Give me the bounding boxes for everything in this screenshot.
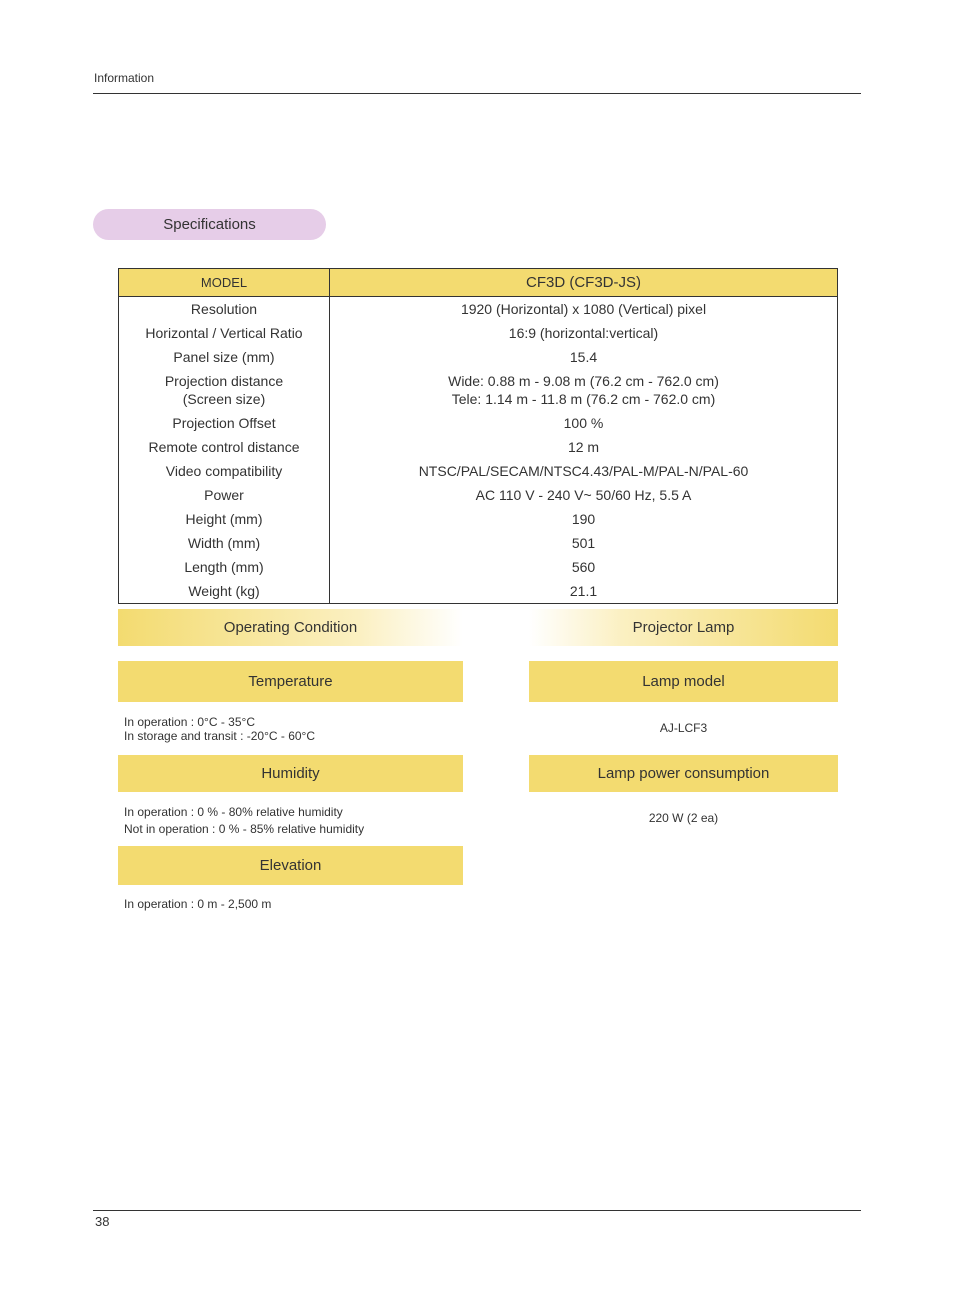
projector-lamp-heading — [529, 609, 838, 646]
table-row — [119, 369, 838, 411]
lamp-model-title: Lamp model — [642, 673, 725, 690]
spec-label-cell — [119, 507, 330, 531]
spec-label-cell — [119, 579, 330, 604]
table-row — [119, 555, 838, 579]
spec-value-cell — [330, 483, 838, 507]
table-row — [119, 579, 838, 604]
header-section-label: Information — [94, 71, 155, 85]
temperature-notes — [124, 715, 315, 743]
spec-value-cell — [330, 435, 838, 459]
spec-label: Video compatibility — [165, 463, 283, 479]
section-title-pill — [93, 209, 326, 240]
specifications-table — [118, 268, 838, 604]
table-row — [119, 435, 838, 459]
table-row — [119, 411, 838, 435]
spec-value: AC 110 V - 240 V~ 50/60 Hz, 5.5 A — [475, 487, 692, 503]
spec-label-cell — [119, 369, 330, 411]
table-row — [119, 507, 838, 531]
model-value: CF3D (CF3D-JS) — [330, 269, 838, 297]
page-number: 38 — [95, 1214, 110, 1229]
spec-value-cell — [330, 555, 838, 579]
lamp-model-heading — [529, 661, 838, 702]
spec-value: NTSC/PAL/SECAM/NTSC4.43/PAL-M/PAL-N/PAL-60 — [418, 463, 749, 479]
table-row — [119, 321, 838, 345]
spec-label: (Screen size) — [182, 391, 266, 407]
spec-value: 100 % — [563, 415, 604, 431]
spec-label-cell — [119, 483, 330, 507]
spec-value: 21.1 — [569, 583, 598, 599]
spec-value-cell — [330, 531, 838, 555]
projector-lamp-title: Projector Lamp — [632, 619, 735, 636]
elevation-notes — [124, 897, 271, 911]
spec-value-cell — [330, 369, 838, 411]
elevation-title: Elevation — [259, 857, 322, 874]
temperature-line: In storage and transit : -20°C - 60°C — [124, 729, 316, 743]
table-row — [119, 531, 838, 555]
spec-value-cell — [330, 507, 838, 531]
humidity-heading — [118, 755, 463, 792]
spec-label: Horizontal / Vertical Ratio — [145, 325, 303, 341]
elevation-line: In operation : 0 m - 2,500 m — [124, 897, 272, 911]
lamp-power-heading — [529, 755, 838, 792]
specifications-rows — [119, 297, 838, 604]
spec-value: 1920 (Horizontal) x 1080 (Vertical) pixel — [460, 301, 707, 317]
spec-value: 560 — [571, 559, 596, 575]
table-row — [119, 345, 838, 369]
spec-value-cell — [330, 297, 838, 322]
spec-label: Projection distance — [164, 373, 284, 389]
operating-condition-title: Operating Condition — [223, 619, 358, 636]
spec-value-cell — [330, 345, 838, 369]
spec-value: 501 — [571, 535, 596, 551]
temperature-line: In operation : 0°C - 35°C — [124, 715, 255, 729]
spec-value: 12 m — [567, 439, 600, 455]
spec-value: Wide: 0.88 m - 9.08 m (76.2 cm - 762.0 cm) — [448, 373, 719, 389]
spec-label: Remote control distance — [148, 439, 300, 455]
spec-label: Resolution — [190, 301, 258, 317]
spec-label-cell — [119, 555, 330, 579]
footer-divider — [93, 1210, 861, 1211]
table-header-row — [119, 269, 838, 297]
elevation-heading — [118, 846, 463, 885]
spec-label: Height (mm) — [185, 511, 263, 527]
spec-label-cell — [119, 321, 330, 345]
spec-value-cell — [330, 459, 838, 483]
model-header: MODEL — [119, 269, 330, 297]
spec-value: 16:9 (horizontal:vertical) — [508, 325, 659, 341]
spec-label-cell — [119, 411, 330, 435]
spec-label: Length (mm) — [184, 559, 264, 575]
table-row — [119, 483, 838, 507]
spec-label: Projection Offset — [172, 415, 276, 431]
spec-value: 190 — [571, 511, 596, 527]
spec-value-cell — [330, 321, 838, 345]
temperature-heading — [118, 661, 463, 702]
spec-value: 15.4 — [569, 349, 598, 365]
spec-label-cell — [119, 297, 330, 322]
operating-condition-heading — [118, 609, 463, 646]
spec-label-cell — [119, 345, 330, 369]
humidity-line: Not in operation : 0 % - 85% relative humidity — [124, 822, 365, 836]
spec-label: Power — [204, 487, 244, 503]
temperature-title: Temperature — [248, 673, 333, 690]
header-divider — [93, 93, 861, 94]
spec-label: Panel size (mm) — [173, 349, 275, 365]
spec-label: Weight (kg) — [188, 583, 260, 599]
humidity-notes — [124, 804, 364, 838]
spec-label: Width (mm) — [187, 535, 261, 551]
humidity-line: In operation : 0 % - 80% relative humidity — [124, 805, 343, 819]
table-row — [119, 459, 838, 483]
spec-label-cell — [119, 435, 330, 459]
spec-value: Tele: 1.14 m - 11.8 m (76.2 cm - 762.0 cm) — [451, 391, 716, 407]
spec-label-cell — [119, 531, 330, 555]
humidity-title: Humidity — [261, 765, 320, 782]
lamp-power-title: Lamp power consumption — [597, 765, 770, 782]
table-row — [119, 297, 838, 322]
spec-value-cell — [330, 579, 838, 604]
lamp-power-value: 220 W (2 ea) — [648, 811, 719, 825]
spec-label-cell — [119, 459, 330, 483]
section-title: Specifications — [163, 216, 256, 233]
lamp-model-value: AJ-LCF3 — [659, 721, 708, 735]
spec-value-cell — [330, 411, 838, 435]
